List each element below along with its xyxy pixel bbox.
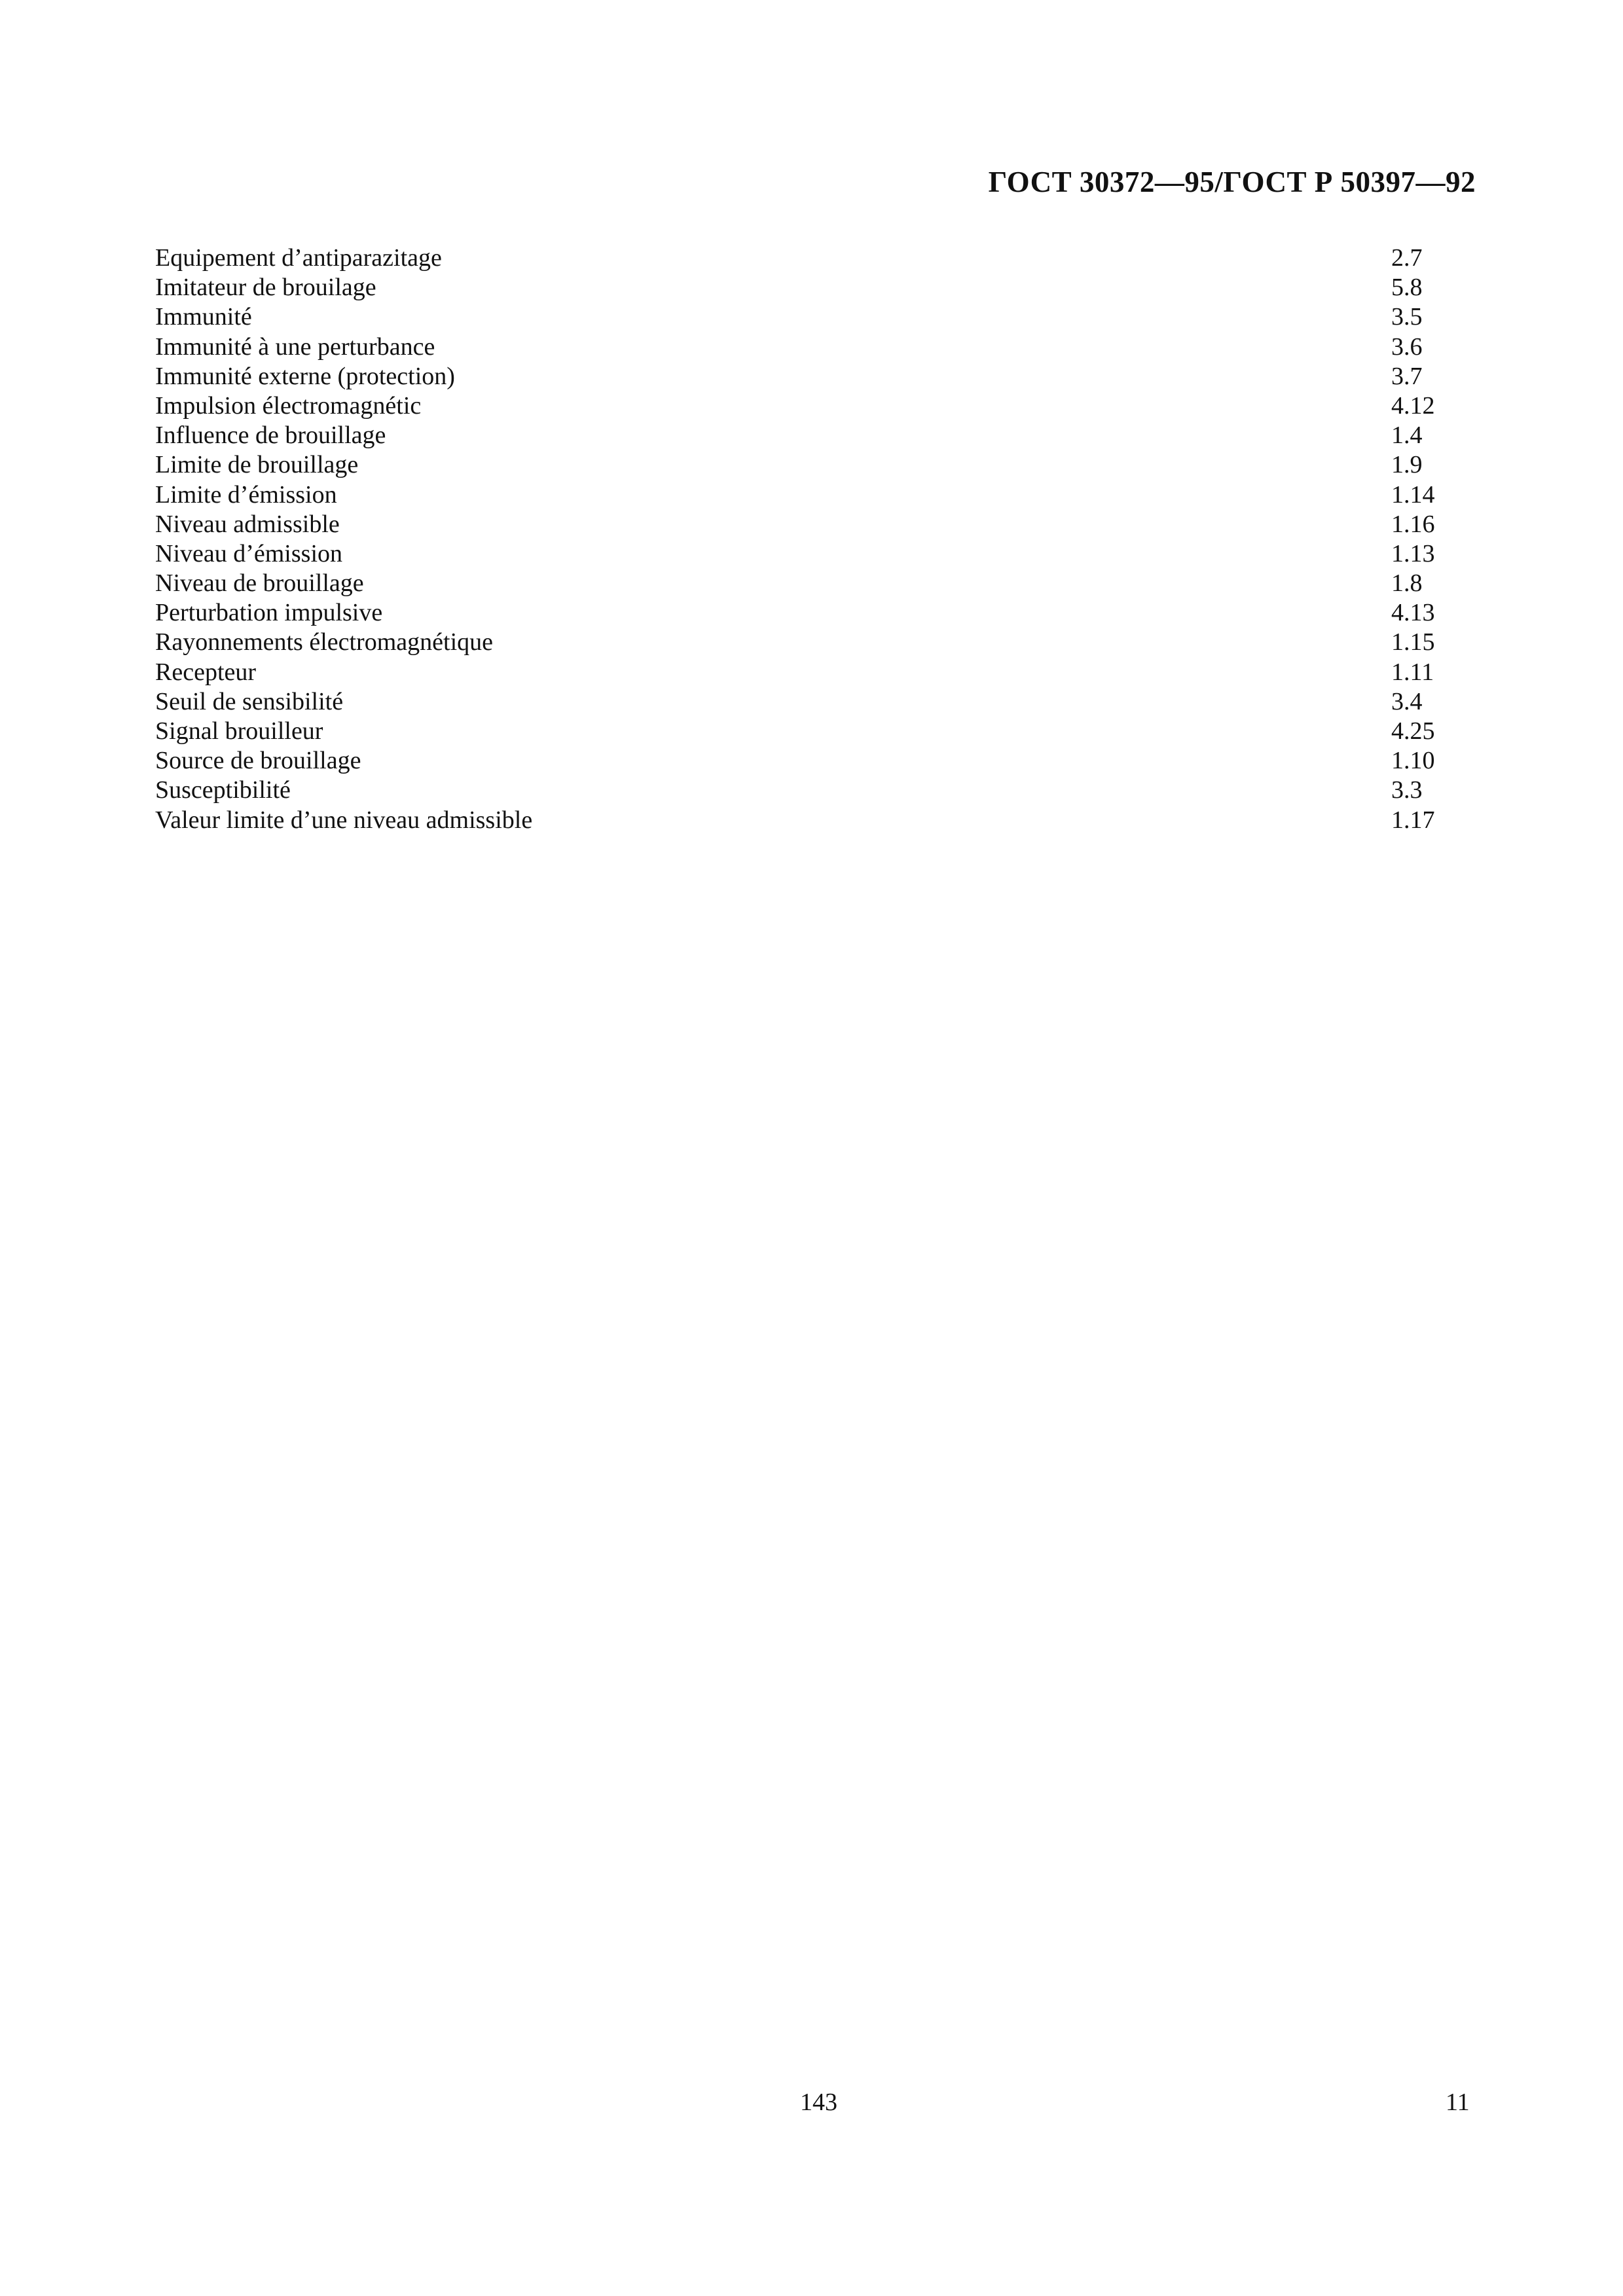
index-row bbox=[155, 273, 1458, 302]
index-term: Limite d’émission bbox=[155, 480, 337, 509]
index-row bbox=[155, 243, 1458, 273]
index-term: Signal brouilleur bbox=[155, 717, 323, 745]
index-ref: 1.8 bbox=[1391, 569, 1423, 598]
index-row bbox=[155, 539, 1458, 569]
index-row bbox=[155, 362, 1458, 391]
index-ref: 3.3 bbox=[1391, 776, 1423, 804]
index-row bbox=[155, 806, 1458, 835]
index-term: Immunité bbox=[155, 303, 252, 331]
index-row bbox=[155, 510, 1458, 539]
index-ref: 4.12 bbox=[1391, 391, 1435, 420]
index-term: Influence de brouillage bbox=[155, 422, 386, 450]
index-row bbox=[155, 746, 1458, 776]
index-row bbox=[155, 687, 1458, 717]
index-term: Niveau admissible bbox=[155, 510, 340, 538]
index-ref: 3.6 bbox=[1391, 332, 1423, 361]
index-term: Imitateur de brouilage bbox=[155, 274, 376, 302]
index-ref: 1.9 bbox=[1391, 451, 1423, 479]
index-term: Perturbation impulsive bbox=[155, 599, 383, 627]
index-row bbox=[155, 776, 1458, 805]
index-term: Niveau de brouillage bbox=[155, 569, 364, 598]
document-header-title: ГОСТ 30372—95/ГОСТ Р 50397—92 bbox=[988, 166, 1476, 198]
index-row bbox=[155, 717, 1458, 746]
index-ref: 4.13 bbox=[1391, 599, 1435, 627]
index-term: Source de brouillage bbox=[155, 747, 361, 775]
index-ref: 4.25 bbox=[1391, 717, 1435, 745]
index-row bbox=[155, 302, 1458, 332]
index-list bbox=[155, 243, 1458, 835]
index-term: Equipement d’antiparazitage bbox=[155, 244, 442, 272]
index-ref: 5.8 bbox=[1391, 274, 1423, 302]
index-term: Immunité externe (protection) bbox=[155, 362, 455, 390]
index-term: Rayonnements électromagnétique bbox=[155, 628, 493, 656]
index-ref: 1.4 bbox=[1391, 422, 1423, 450]
index-term: Susceptibilité bbox=[155, 776, 291, 804]
index-ref: 1.13 bbox=[1391, 539, 1435, 567]
index-ref: 1.17 bbox=[1391, 806, 1435, 834]
index-row bbox=[155, 421, 1458, 450]
index-term: Valeur limite d’une niveau admissible bbox=[155, 806, 533, 834]
index-row bbox=[155, 569, 1458, 598]
index-term: Recepteur bbox=[155, 658, 257, 686]
index-ref: 1.15 bbox=[1391, 628, 1435, 656]
index-ref: 3.5 bbox=[1391, 303, 1423, 331]
index-ref: 1.11 bbox=[1391, 658, 1434, 686]
index-ref: 1.14 bbox=[1391, 480, 1435, 509]
page-number-left: 143 bbox=[800, 2089, 837, 2116]
index-term: Immunité à une perturbance bbox=[155, 332, 435, 361]
index-row bbox=[155, 450, 1458, 480]
index-row bbox=[155, 628, 1458, 657]
index-term: Impulsion électromagnétic bbox=[155, 391, 422, 420]
index-ref: 3.7 bbox=[1391, 362, 1423, 390]
index-row bbox=[155, 332, 1458, 362]
page-number-right: 11 bbox=[1446, 2089, 1470, 2116]
index-row bbox=[155, 391, 1458, 421]
index-ref: 2.7 bbox=[1391, 244, 1423, 272]
index-row bbox=[155, 658, 1458, 687]
index-row bbox=[155, 480, 1458, 510]
index-ref: 1.16 bbox=[1391, 510, 1435, 538]
index-term: Niveau d’émission bbox=[155, 539, 343, 567]
index-term: Limite de brouillage bbox=[155, 451, 359, 479]
index-term: Seuil de sensibilité bbox=[155, 687, 344, 715]
index-ref: 1.10 bbox=[1391, 747, 1435, 775]
index-row bbox=[155, 598, 1458, 628]
index-ref: 3.4 bbox=[1391, 687, 1423, 715]
